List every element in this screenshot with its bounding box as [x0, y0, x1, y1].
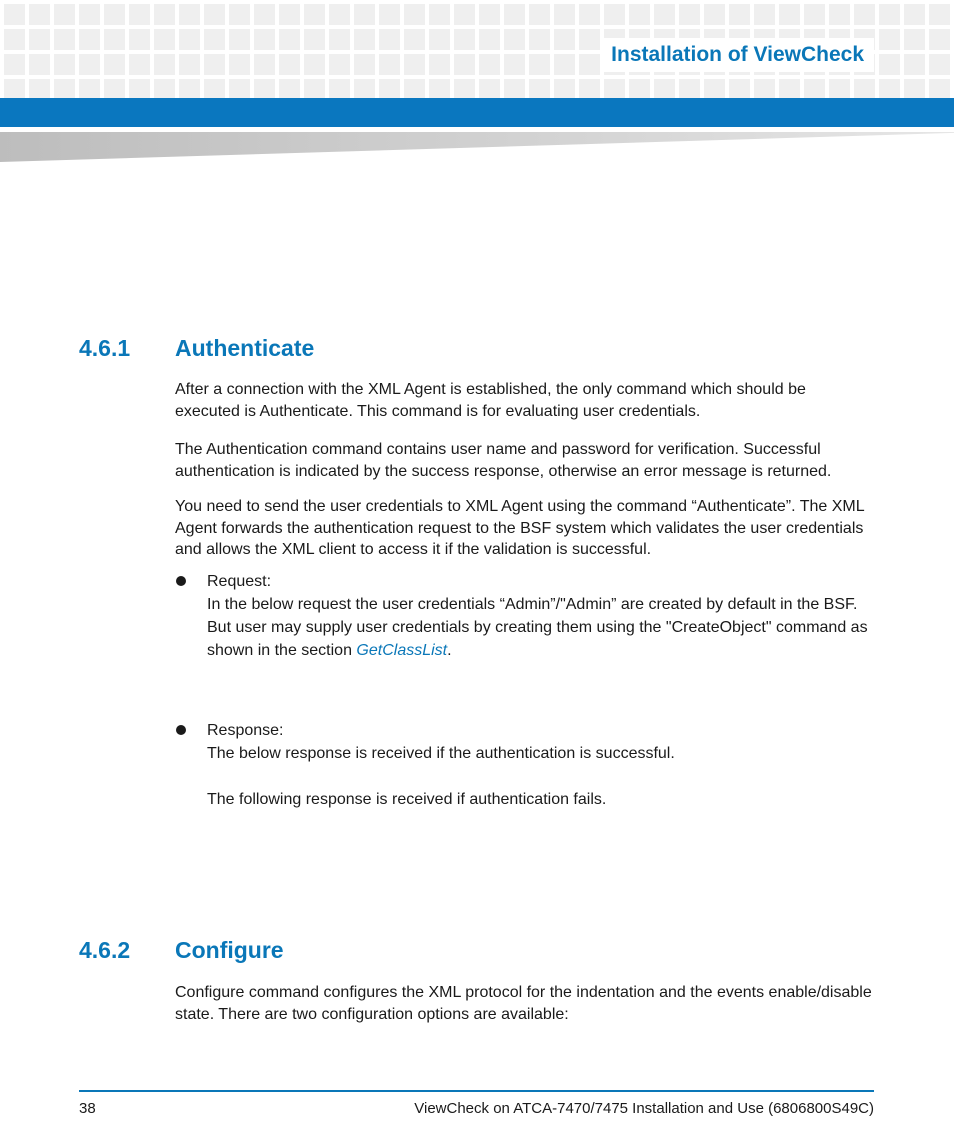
- paragraph: After a connection with the XML Agent is established, the only command which should be executed is Authenticate. This command is for evaluating user credentials.: [175, 381, 806, 420]
- section-heading-4-6-1: [79, 334, 314, 362]
- page-number: 38: [79, 1100, 96, 1117]
- paragraph: The Authentication command contains user name and password for verification. Successful authentication is indicated by the success response, otherwise an error message is returned.: [175, 441, 832, 480]
- running-header-title: Installation of ViewCheck: [601, 38, 874, 72]
- header-gray-wedge: [0, 132, 954, 162]
- section-title: Authenticate: [175, 335, 315, 361]
- section-heading-4-6-2: [79, 936, 284, 964]
- bullet-label-request: Request:: [207, 573, 272, 590]
- bullet-text-request: [207, 593, 875, 662]
- response-success-text: The below response is received if the authentication is successful.: [207, 745, 675, 762]
- section-number: 4.6.2: [79, 937, 131, 963]
- footer-rule: [79, 1090, 874, 1092]
- paragraph: You need to send the user credentials to XML Agent using the command “Authenticate”. The XML Agent forwards the authentication request to the BSF system which validates the user credentials and allows the XML client to access it if the validation is successful.: [175, 498, 865, 558]
- getclasslist-link[interactable]: GetClassList: [356, 642, 448, 659]
- header-blue-bar: [0, 98, 954, 127]
- response-failure-text: The following response is received if authentication fails.: [207, 791, 607, 808]
- footer-document-title: ViewCheck on ATCA-7470/7475 Installation and Use (6806800S49C): [414, 1100, 874, 1117]
- bullet-icon: [176, 576, 186, 586]
- bullet-icon: [176, 725, 186, 735]
- request-text: In the below request the user credentials “Admin”/"Admin” are created by default in the BSF. But user may supply user credentials by creating them using the "CreateObject" command as shown in the section: [207, 596, 868, 659]
- bullet-label-response: Response:: [207, 722, 284, 739]
- section-title: Configure: [175, 937, 284, 963]
- request-text-end: .: [447, 642, 452, 659]
- section-number: 4.6.1: [79, 335, 131, 361]
- paragraph: Configure command configures the XML protocol for the indentation and the events enable/disable state. There are two configuration options are available:: [175, 984, 872, 1023]
